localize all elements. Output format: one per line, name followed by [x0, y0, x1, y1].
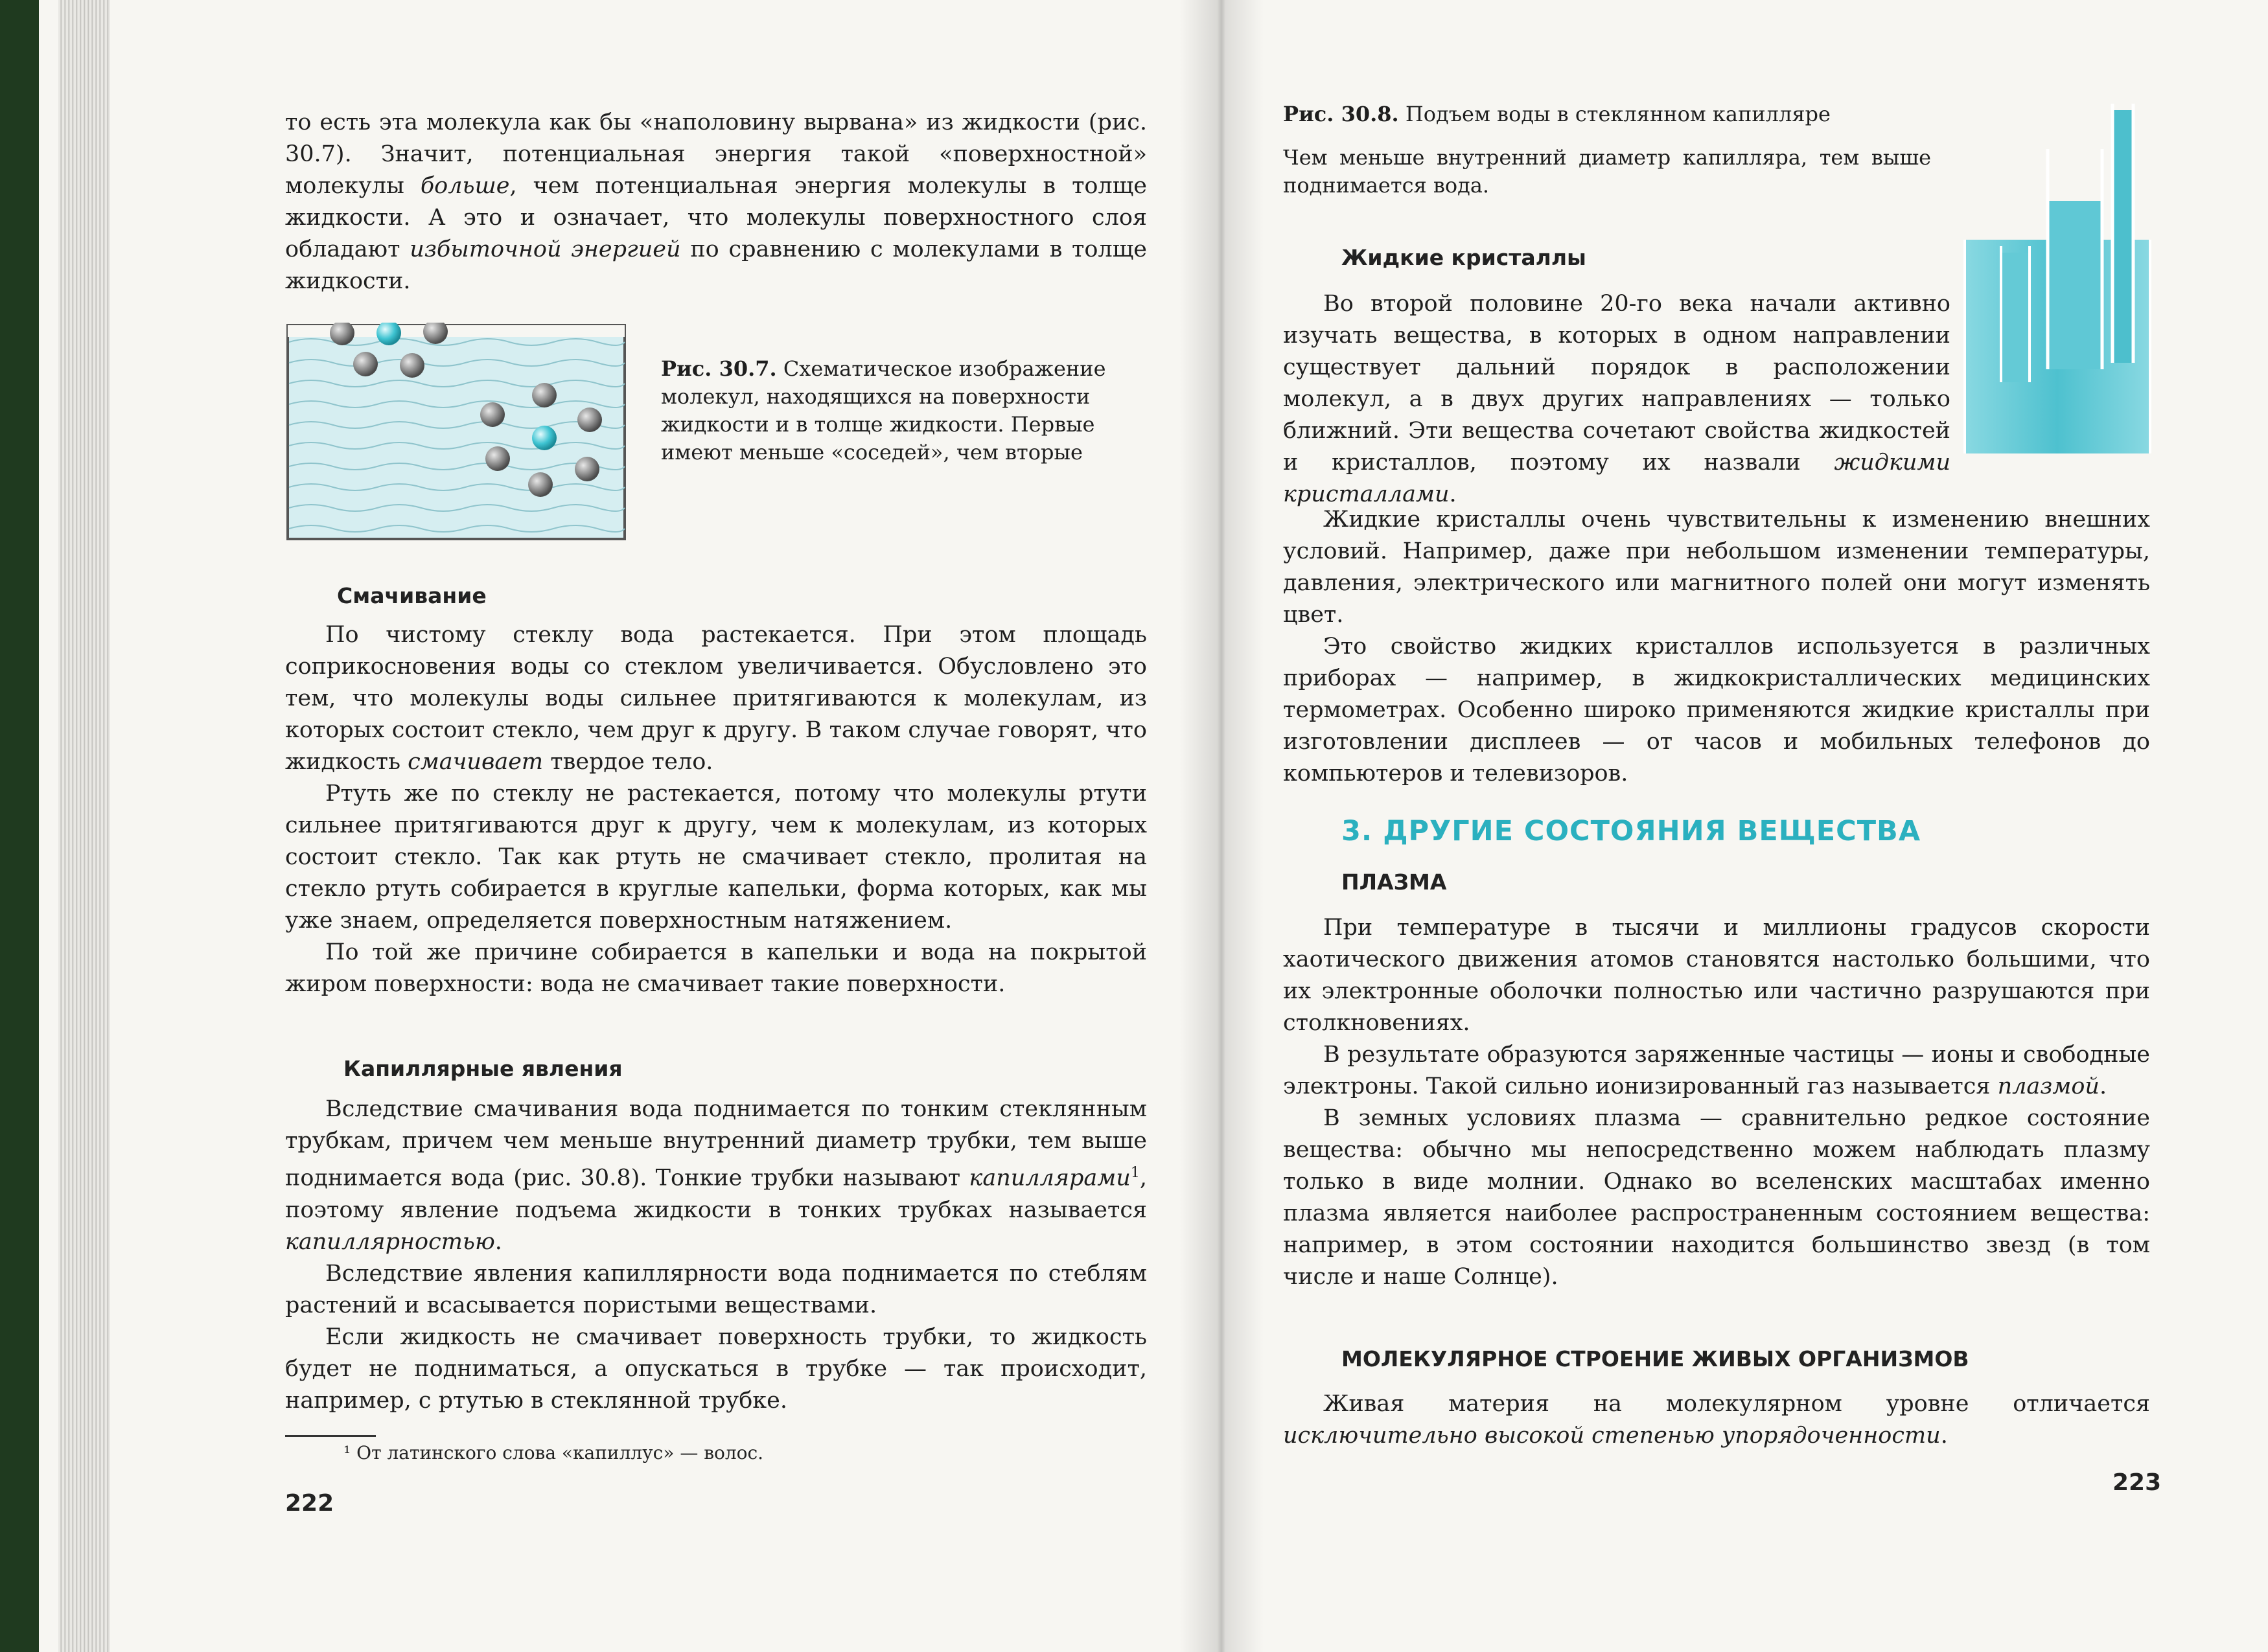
- intro-emphasis-2: избыточной энергией: [410, 236, 681, 262]
- capillary-text-3: .: [494, 1228, 502, 1255]
- footnote-marker: 1: [1130, 1165, 1140, 1181]
- wetting-paragraph-2: Ртуть же по стеклу не растекается, потому что молекулы ртути сильнее притягиваются друг к другу, чем к молекулам, из которых состоит стекло. Так как ртуть не смачивает стекло, пролитая на стекло ртуть собирается в круглые капельки, форма которых, как мы уже знаем, определяется поверхностным натяжением.: [285, 781, 1147, 934]
- figure-30-7-molecules: [285, 323, 629, 543]
- wetting-text-1: По чистому стеклу вода растекается. При этом площадь соприкосновения воды со стеклом увеличивается. Обусловлено это тем, что молекулы воды сильнее притягиваются к молекулам, из которых состоит стекло, чем друг к другу. В таком случае говорят, что жидкость: [285, 622, 1147, 775]
- figure-30-8-title: Подъем воды в стеклянном капилляре: [1398, 102, 1831, 126]
- wetting-emphasis: смачивает: [408, 749, 544, 775]
- page-edges: [58, 0, 110, 1652]
- lc-emphasis: жидкими кристаллами: [1283, 450, 1950, 507]
- plasma-paragraph-3: В земных условиях плазма — сравнительно редкое состояние вещества: обычно мы непосредственно можем наблюдать плазму только в виде молнии. Однако во вселенских масштабах именно плазма является наиболее распространенным состоянием вещества: например, в этом состоянии находится большинство звезд (в том числе и наше Солнце).: [1283, 1105, 2150, 1290]
- capillary-text-2: , поэтому явление подъема жидкости в тонких трубках называется: [285, 1165, 1147, 1223]
- left-page: [285, 0, 1160, 1652]
- capillary-emphasis-1: капиллярами: [969, 1165, 1131, 1191]
- living-text-2: .: [1940, 1423, 1948, 1449]
- wetting-section: [285, 619, 1147, 1000]
- wetting-paragraph-3: По той же причине собирается в капельки и вода на покрытой жиром поверхности: вода не смачивает такие поверхности.: [285, 939, 1147, 997]
- liquid-crystals-intro: [1283, 288, 1950, 511]
- heading-capillary: Капиллярные явления: [343, 1056, 623, 1081]
- page-number-right: 223: [2112, 1469, 2162, 1496]
- figure-30-8-caption: [1283, 100, 1963, 128]
- heading-wetting: Смачивание: [337, 583, 487, 608]
- capillary-text-1: Вследствие смачивания вода поднимается по тонким стеклянным трубкам, причем чем меньше внутренний диаметр трубки, тем выше поднимается вода (рис. 30.8). Тонкие трубки называют: [285, 1096, 1147, 1191]
- book-gutter: [1179, 0, 1264, 1652]
- figure-30-8-label: Рис. 30.8.: [1283, 102, 1399, 126]
- living-text-1: Живая материя на молекулярном уровне отличается: [1323, 1391, 2150, 1417]
- section-title-other-states: 3. ДРУГИЕ СОСТОЯНИЯ ВЕЩЕСТВА: [1341, 815, 1921, 847]
- liquid-crystals-section: [1283, 504, 2150, 790]
- figure-30-7-label: Рис. 30.7.: [661, 356, 777, 381]
- lc-paragraph-2: Жидкие кристаллы очень чувствительны к изменению внешних условий. Например, даже при небольшом изменении температуры, давления, электрического или магнитного полей они могут изменять цвет.: [1283, 507, 2150, 628]
- book-spread: [39, 0, 2268, 1652]
- living-organisms-section: [1283, 1388, 2150, 1452]
- lc-text-2: .: [1449, 481, 1457, 507]
- wetting-text-2: твердое тело.: [543, 749, 713, 775]
- plasma-text-2: .: [2099, 1073, 2107, 1099]
- capillary-paragraph-2: Вследствие явления капиллярности вода поднимается по стеблям растений и всасывается пористыми веществами.: [285, 1260, 1147, 1318]
- figure-30-8-capillary: [1963, 104, 2151, 457]
- heading-liquid-crystals: Жидкие кристаллы: [1341, 245, 1586, 270]
- right-page: [1283, 0, 2162, 1652]
- capillary-emphasis-2: капиллярностью: [285, 1228, 495, 1255]
- intro-text-2: , чем потенциальная энергия молекулы в толще жидкости. А это и означает, что молекулы поверхностного слоя обладают: [285, 173, 1147, 262]
- intro-emphasis-1: больше: [420, 173, 510, 199]
- footnote: ¹ От латинского слова «капиллус» — волос.: [343, 1442, 764, 1463]
- intro-text-1: то есть эта молекула как бы «наполовину вырвана» из жидкости (рис. 30.7). Значит, потенциальная энергия такой «поверхностной» молекулы: [285, 109, 1147, 199]
- figure-30-7-caption: [661, 355, 1153, 466]
- heading-plasma: ПЛАЗМА: [1341, 869, 1447, 895]
- capillary-section: [285, 1094, 1147, 1417]
- heading-living-organisms: МОЛЕКУЛЯРНОЕ СТРОЕНИЕ ЖИВЫХ ОРГАНИЗМОВ: [1341, 1346, 1969, 1371]
- intro-text-3: по сравнению с молекулами в толще жидкости.: [285, 236, 1147, 294]
- footnote-divider: [285, 1435, 376, 1437]
- figure-30-8-note: Чем меньше внутренний диаметр капилляра, тем выше поднимается вода.: [1283, 145, 1931, 198]
- lc-text-1: Во второй половине 20-го века начали активно изучать вещества, в которых в одном направлении существует дальний порядок в расположении молекул, а в двух других направлениях — только ближний. Эти вещества сочетают свойства жидкостей и кристаллов, поэтому их назвали: [1283, 291, 1950, 476]
- plasma-paragraph-1: При температуре в тысячи и миллионы градусов скорости хаотического движения атомов становятся настолько большими, что их электронные оболочки полностью или частично разрушаются при столкновениях.: [1283, 915, 2150, 1036]
- plasma-text-1: В результате образуются заряженные частицы — ионы и свободные электроны. Такой сильно ионизированный газ называется: [1283, 1042, 2150, 1099]
- figure-30-7-caption-text: Схематическое изображение молекул, находящихся на поверхности жидкости и в толще жидкости. Первые имеют меньше «соседей», чем вторые: [661, 356, 1106, 465]
- lc-paragraph-3: Это свойство жидких кристаллов используется в различных приборах — например, в жидкокристаллических медицинских термометрах. Особенно широко применяются жидкие кристаллы при изготовлении дисплеев — от часов и мобильных телефонов до компьютеров и телевизоров.: [1283, 634, 2150, 786]
- plasma-section: [1283, 912, 2150, 1293]
- living-emphasis: исключительно высокой степенью упорядоченности: [1283, 1423, 1941, 1449]
- capillary-paragraph-3: Если жидкость не смачивает поверхность трубки, то жидкость будет не подниматься, а опускаться в трубке — так происходит, например, с ртутью в стеклянной трубке.: [285, 1324, 1147, 1414]
- page-number-left: 222: [285, 1490, 334, 1517]
- plasma-emphasis: плазмой: [1997, 1073, 2100, 1099]
- intro-paragraph: [285, 107, 1147, 297]
